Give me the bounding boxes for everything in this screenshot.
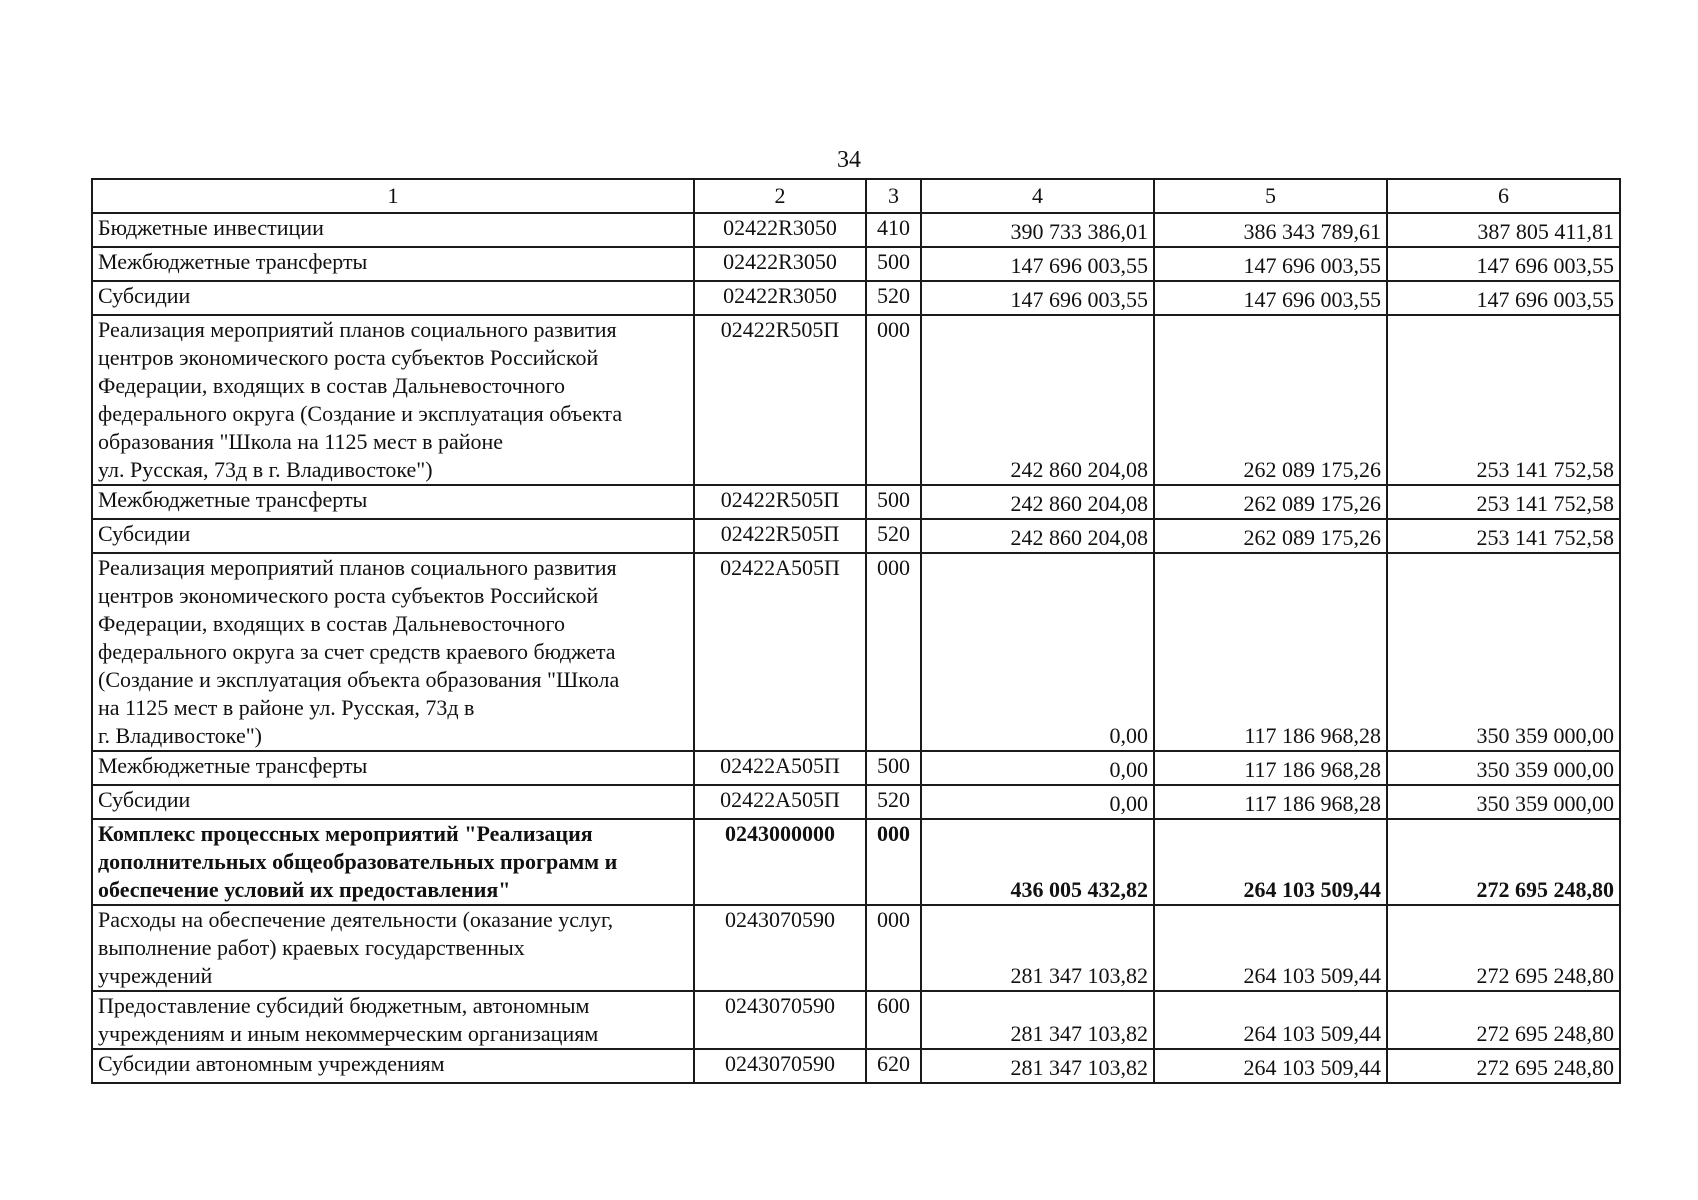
- row-name: Субсидии автономным учреждениям: [92, 1049, 694, 1083]
- row-name: Субсидии: [92, 785, 694, 819]
- table-row: [92, 519, 1620, 553]
- amount-col6: 387 805 411,81: [1387, 213, 1620, 247]
- target-code: 02422А505П: [694, 553, 866, 751]
- table-row: [92, 751, 1620, 785]
- row-name: Межбюджетные трансферты: [92, 751, 694, 785]
- expense-type: 520: [866, 519, 921, 553]
- amount-col4: 281 347 103,82: [921, 905, 1154, 991]
- target-code: 02422R505П: [694, 519, 866, 553]
- amount-col4: 242 860 204,08: [921, 315, 1154, 485]
- target-code: 02422R3050: [694, 281, 866, 315]
- column-header-5: 5: [1154, 179, 1387, 213]
- amount-col5: 147 696 003,55: [1154, 247, 1387, 281]
- expense-type: 520: [866, 785, 921, 819]
- expense-type: 520: [866, 281, 921, 315]
- table-header-row: [92, 179, 1620, 213]
- amount-col6: 350 359 000,00: [1387, 785, 1620, 819]
- expense-type: 500: [866, 247, 921, 281]
- table-row: [92, 785, 1620, 819]
- amount-col6: 272 695 248,80: [1387, 991, 1620, 1049]
- target-code: 0243070590: [694, 905, 866, 991]
- row-name: Субсидии: [92, 519, 694, 553]
- row-name: Реализация мероприятий планов социального развития центров экономического роста субъектов Российской Федерации, входящих в состав Дальневосточного федерального округа (Создание и эксплуатация объекта образования "Школа на 1125 мест в районе ул. Русская, 73д в г. Владивостоке"): [92, 315, 694, 485]
- amount-col4: 0,00: [921, 785, 1154, 819]
- target-code: 02422А505П: [694, 785, 866, 819]
- amount-col4: 242 860 204,08: [921, 519, 1154, 553]
- amount-col6: 253 141 752,58: [1387, 315, 1620, 485]
- target-code: 0243070590: [694, 991, 866, 1049]
- amount-col5: 264 103 509,44: [1154, 1049, 1387, 1083]
- target-code: 0243070590: [694, 1049, 866, 1083]
- table-row: [92, 1049, 1620, 1083]
- expense-type: 000: [866, 315, 921, 485]
- amount-col5: 386 343 789,61: [1154, 213, 1387, 247]
- expense-type: 000: [866, 819, 921, 905]
- target-code: 02422R505П: [694, 315, 866, 485]
- amount-col6: 147 696 003,55: [1387, 281, 1620, 315]
- column-header-2: 2: [694, 179, 866, 213]
- target-code: 02422R3050: [694, 213, 866, 247]
- table-row: [92, 819, 1620, 905]
- table-row: [92, 553, 1620, 751]
- amount-col6: 147 696 003,55: [1387, 247, 1620, 281]
- amount-col5: 262 089 175,26: [1154, 485, 1387, 519]
- amount-col6: 272 695 248,80: [1387, 819, 1620, 905]
- table-row: [92, 281, 1620, 315]
- target-code: 02422А505П: [694, 751, 866, 785]
- target-code: 02422R505П: [694, 485, 866, 519]
- column-header-6: 6: [1387, 179, 1620, 213]
- target-code: 02422R3050: [694, 247, 866, 281]
- amount-col4: 147 696 003,55: [921, 247, 1154, 281]
- target-code: 0243000000: [694, 819, 866, 905]
- amount-col4: 242 860 204,08: [921, 485, 1154, 519]
- expense-type: 500: [866, 485, 921, 519]
- amount-col4: 0,00: [921, 553, 1154, 751]
- amount-col4: 281 347 103,82: [921, 991, 1154, 1049]
- page-number: 34: [837, 147, 861, 173]
- row-name: Предоставление субсидий бюджетным, автономным учреждениям и иным некоммерческим организациям: [92, 991, 694, 1049]
- row-name: Расходы на обеспечение деятельности (оказание услуг, выполнение работ) краевых государственных учреждений: [92, 905, 694, 991]
- amount-col5: 117 186 968,28: [1154, 553, 1387, 751]
- table-row: [92, 485, 1620, 519]
- expense-type: 500: [866, 751, 921, 785]
- amount-col4: 147 696 003,55: [921, 281, 1154, 315]
- table-row: [92, 315, 1620, 485]
- amount-col6: 272 695 248,80: [1387, 1049, 1620, 1083]
- expense-type: 000: [866, 905, 921, 991]
- row-name: Бюджетные инвестиции: [92, 213, 694, 247]
- amount-col4: 281 347 103,82: [921, 1049, 1154, 1083]
- amount-col6: 350 359 000,00: [1387, 553, 1620, 751]
- column-header-1: 1: [92, 179, 694, 213]
- amount-col4: 390 733 386,01: [921, 213, 1154, 247]
- amount-col5: 262 089 175,26: [1154, 519, 1387, 553]
- amount-col5: 117 186 968,28: [1154, 751, 1387, 785]
- expense-type: 620: [866, 1049, 921, 1083]
- amount-col5: 264 103 509,44: [1154, 991, 1387, 1049]
- amount-col5: 117 186 968,28: [1154, 785, 1387, 819]
- expense-type: 600: [866, 991, 921, 1049]
- amount-col6: 253 141 752,58: [1387, 519, 1620, 553]
- budget-table: [91, 178, 1621, 1084]
- amount-col5: 262 089 175,26: [1154, 315, 1387, 485]
- expense-type: 000: [866, 553, 921, 751]
- row-name: Межбюджетные трансферты: [92, 485, 694, 519]
- amount-col6: 272 695 248,80: [1387, 905, 1620, 991]
- amount-col6: 253 141 752,58: [1387, 485, 1620, 519]
- row-name: Комплекс процессных мероприятий "Реализация дополнительных общеобразовательных программ и обеспечение условий их предоставления": [92, 819, 694, 905]
- amount-col4: 436 005 432,82: [921, 819, 1154, 905]
- table-row: [92, 213, 1620, 247]
- amount-col5: 147 696 003,55: [1154, 281, 1387, 315]
- column-header-4: 4: [921, 179, 1154, 213]
- table-row: [92, 905, 1620, 991]
- expense-type: 410: [866, 213, 921, 247]
- row-name: Субсидии: [92, 281, 694, 315]
- row-name: Реализация мероприятий планов социального развития центров экономического роста субъектов Российской Федерации, входящих в состав Дальневосточного федерального округа за счет средств краевого бюджета (Создание и эксплуатация объекта образования "Школа на 1125 мест в районе ул. Русская, 73д в г. Владивостоке"): [92, 553, 694, 751]
- amount-col4: 0,00: [921, 751, 1154, 785]
- amount-col6: 350 359 000,00: [1387, 751, 1620, 785]
- table-row: [92, 991, 1620, 1049]
- amount-col5: 264 103 509,44: [1154, 905, 1387, 991]
- table-row: [92, 247, 1620, 281]
- column-header-3: 3: [866, 179, 921, 213]
- row-name: Межбюджетные трансферты: [92, 247, 694, 281]
- amount-col5: 264 103 509,44: [1154, 819, 1387, 905]
